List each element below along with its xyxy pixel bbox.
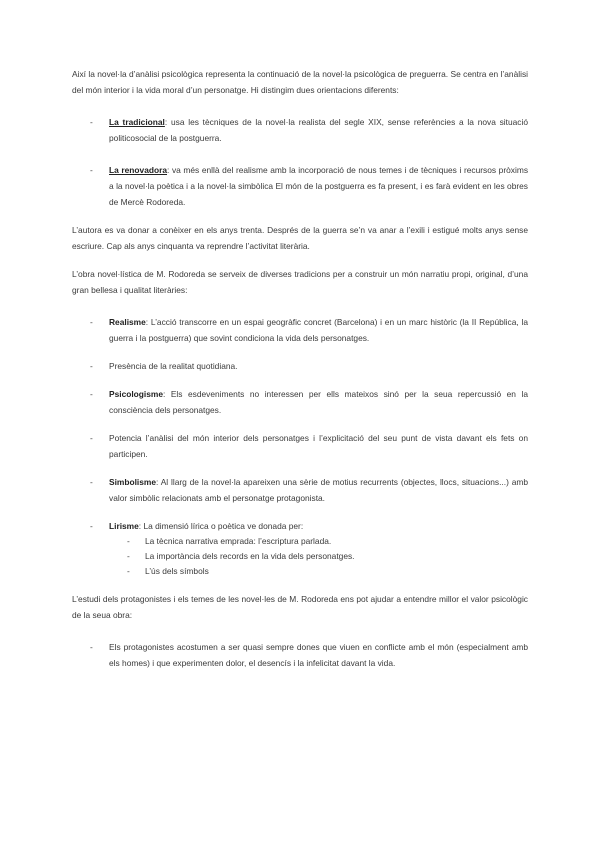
item-text: : L’acció transcorre en un espai geogràfic concret (Barcelona) i en un marc històric (la II República, la guerra i la postguerra) que sovint condiciona la vida dels personatges.	[109, 317, 528, 343]
list-item	[72, 474, 528, 506]
lirisme-sublist	[109, 534, 528, 579]
work-paragraph: L’obra novel·lística de M. Rodoreda se serveix de diverses tradicions per a construir un món narratiu propi, original, d’una gran bellesa i qualitat literàries:	[72, 269, 528, 295]
item-text: : Al llarg de la novel·la apareixen una sèrie de motius recurrents (objectes, llocs, situacions...) amb valor simbòlic relacionats amb el personatge protagonista.	[109, 477, 528, 503]
item-text: Potencia l’anàlisi del món interior dels personatges i l’explicitació del seu punt de vista davant els fets on participen.	[109, 433, 528, 459]
item-text: : usa les tècniques de la novel·la realista del segle XIX, sense referències a la nova situació politicosocial de la postguerra.	[109, 117, 529, 143]
traditions-list	[72, 314, 528, 346]
traditions-list-4	[72, 430, 528, 462]
traditions-list-2	[72, 358, 528, 374]
list-item	[72, 430, 528, 462]
list-item	[72, 314, 528, 346]
protagonists-list	[72, 639, 528, 671]
sub-list-item: - La tècnica narrativa emprada: l’escriptura parlada.	[109, 534, 528, 549]
term-label: Simbolisme	[109, 477, 157, 487]
item-text: Presència de la realitat quotidiana.	[109, 361, 238, 371]
item-text: : va més enllà del realisme amb la incorporació de nous temes i de tècniques i recursos pròxims a la novel·la poètica i a la novel·la simbòlica El món de la postguerra es fa present, i es farà evident en les obres de Mercè Rodoreda.	[109, 165, 529, 207]
item-text: : La dimensió lírica o poètica ve donada per:	[138, 521, 304, 531]
list-item	[72, 358, 528, 374]
author-paragraph: L’autora es va donar a conèixer en els anys trenta. Després de la guerra se’n va anar a l’exili i estigué molts anys sense escriure. Cap als anys cinquanta va reprendre l’activitat literària.	[72, 225, 528, 251]
traditions-list-3	[72, 386, 528, 418]
list-item: - Els protagonistes acostumen a ser quasi sempre dones que viuen en conflicte amb el món (especialment amb els homes) i que experimenten dolor, el desencís i la infelicitat davant la vida.	[72, 639, 528, 671]
traditions-list-5	[72, 474, 528, 506]
term-label: Realisme	[109, 317, 146, 327]
sub-list-item: - La importància dels records en la vida dels personatges.	[109, 549, 528, 564]
lirisme-list	[72, 518, 528, 579]
list-item	[72, 114, 528, 146]
term-label: Lirisme	[109, 521, 139, 531]
study-paragraph: L’estudi dels protagonistes i els temes de les novel·les de M. Rodoreda ens pot ajudar a entendre millor el valor psicològic de la seua obra:	[72, 594, 528, 620]
list-item	[72, 386, 528, 418]
list-item	[72, 518, 528, 579]
orientations-list-2	[72, 162, 528, 210]
document-page	[72, 66, 528, 671]
intro-paragraph: Així la novel·la d’anàlisi psicològica representa la continuació de la novel·la psicològica de preguerra. Se centra en l’anàlisi del món interior i la vida moral d’un personatge. Hi distingim dues orientacions diferents:	[72, 69, 528, 95]
orientations-list	[72, 114, 528, 146]
term-label: Psicologisme	[109, 389, 163, 399]
sub-list-item: - L’ús dels símbols	[109, 564, 528, 579]
term-label: La renovadora	[109, 165, 168, 175]
item-text: : Els esdeveniments no interessen per ells mateixos sinó per la seua repercussió en la consciència dels personatges.	[109, 389, 528, 415]
term-label: La tradicional	[109, 117, 165, 127]
list-item	[72, 162, 528, 210]
